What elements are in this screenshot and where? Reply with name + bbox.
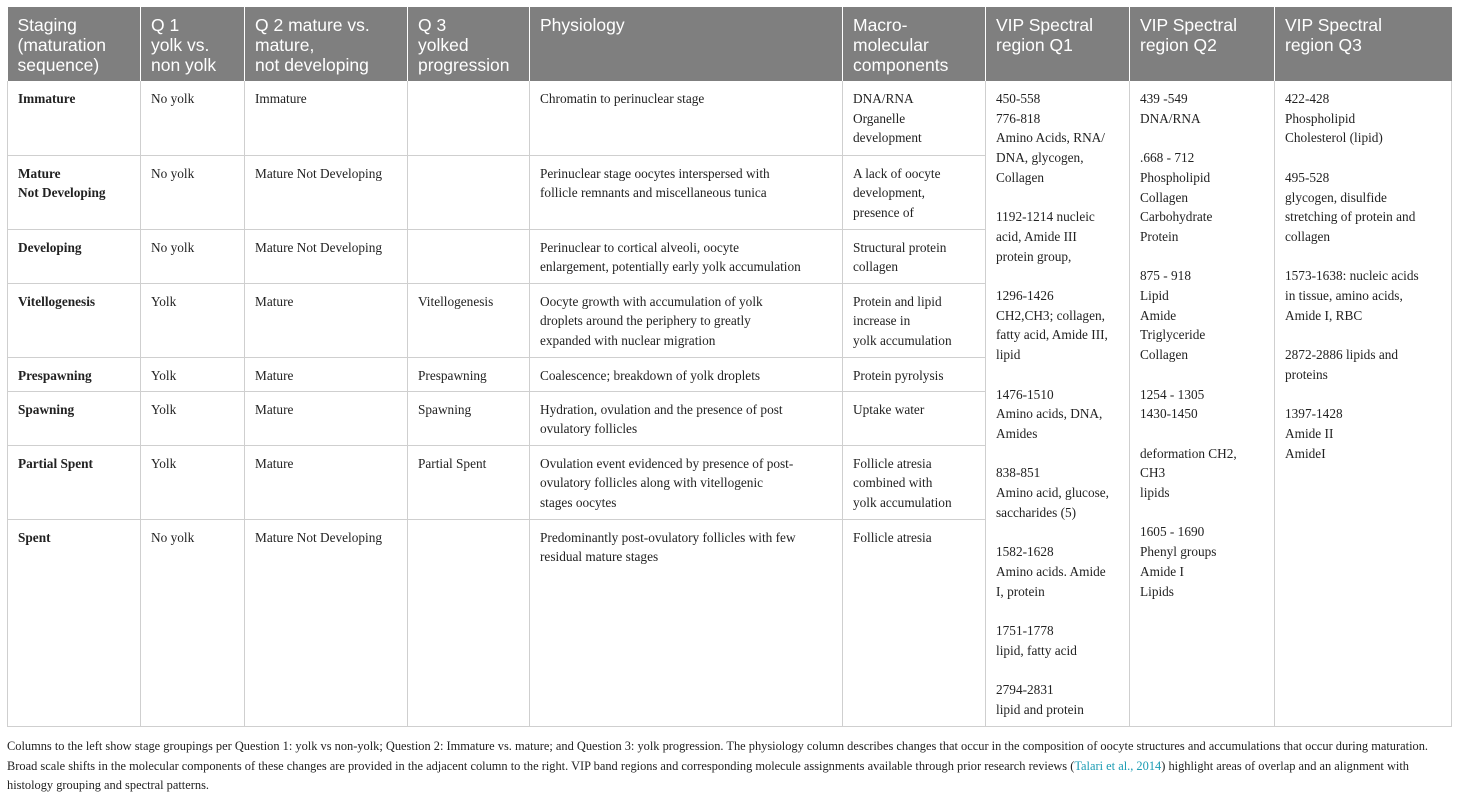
header-text: region Q2 bbox=[1140, 35, 1217, 55]
macro-cell bbox=[843, 357, 986, 391]
macro-cell-line: combined with bbox=[853, 475, 933, 491]
vip-q1-cell-line: 2794-2831 bbox=[996, 681, 1054, 697]
q1-cell: Yolk bbox=[141, 391, 245, 445]
header-text: progression bbox=[418, 55, 510, 75]
header-text: sequence) bbox=[17, 55, 100, 75]
vip-q2-cell-line: Phospholipid bbox=[1140, 169, 1211, 185]
vip-q2-cell-line: Amide bbox=[1140, 307, 1177, 323]
column-header-vip-q3 bbox=[1275, 7, 1452, 81]
macro-cell bbox=[843, 283, 986, 357]
column-header-q3 bbox=[408, 7, 530, 81]
header-text: VIP Spectral bbox=[1285, 15, 1382, 35]
vip-q1-cell-line: Amino acid, glucose, bbox=[996, 485, 1109, 500]
q1-cell: Yolk bbox=[141, 445, 245, 519]
vip-q1-cell-line: DNA, glycogen, bbox=[996, 150, 1084, 166]
macro-cell-line: presence of bbox=[853, 204, 914, 220]
macro-cell bbox=[843, 519, 986, 726]
vip-q1-cell-line bbox=[996, 522, 1119, 542]
citation-link[interactable]: Talari et al., 2014 bbox=[1074, 758, 1162, 773]
q3-cell bbox=[408, 81, 530, 155]
q3-cell bbox=[408, 519, 530, 726]
q1-cell: No yolk bbox=[141, 155, 245, 229]
vip-q2-cell-line: 439 -549 bbox=[1140, 91, 1188, 106]
physiology-cell-line: Predominantly post-ovulatory follicles with few bbox=[540, 529, 796, 545]
stage-cell-line: Spawning bbox=[18, 401, 75, 417]
vip-q3-cell-line: collagen bbox=[1285, 228, 1331, 244]
stage-cell-line: Mature bbox=[18, 165, 61, 181]
header-text: region Q1 bbox=[996, 35, 1073, 55]
macro-cell bbox=[843, 445, 986, 519]
header-text: Staging bbox=[17, 15, 77, 35]
stage-cell-line: Partial Spent bbox=[18, 455, 93, 471]
header-text: mature, bbox=[255, 35, 315, 55]
header-text: Q 1 bbox=[151, 15, 180, 35]
vip-q2-cell-line: 875 - 918 bbox=[1140, 268, 1191, 284]
macro-cell-line: yolk accumulation bbox=[853, 332, 952, 348]
vip-q1-cell-line: I, protein bbox=[996, 583, 1045, 599]
physiology-cell bbox=[530, 357, 843, 391]
vip-q1-cell-line: Amino Acids, RNA/ bbox=[996, 130, 1105, 146]
q3-cell: Prespawning bbox=[408, 357, 530, 391]
vip-q2-cell-line: Lipid bbox=[1140, 288, 1169, 303]
vip-q2-cell-line bbox=[1140, 365, 1264, 385]
vip-q3-cell-line: Cholesterol (lipid) bbox=[1285, 130, 1383, 146]
vip-q1-cell-line: 1582-1628 bbox=[996, 544, 1054, 560]
header-text: non yolk bbox=[151, 55, 217, 75]
vip-q3-cell-line: 422-428 bbox=[1285, 91, 1330, 106]
header-text: components bbox=[853, 55, 949, 75]
physiology-cell-line: Chromatin to perinuclear stage bbox=[540, 91, 705, 106]
header-text: Q 3 bbox=[418, 15, 447, 35]
header-text: not developing bbox=[255, 55, 369, 75]
physiology-cell-line: Perinuclear to cortical alveoli, oocyte bbox=[540, 239, 739, 255]
vip-q1-cell-line: saccharides (5) bbox=[996, 504, 1077, 520]
physiology-cell-line: expanded with nuclear migration bbox=[540, 332, 716, 348]
vip-q3-cell-line bbox=[1285, 325, 1441, 345]
macro-cell-line: collagen bbox=[853, 259, 899, 275]
header-text: yolk vs. bbox=[151, 35, 210, 55]
macro-cell-line: A lack of oocyte bbox=[853, 165, 941, 181]
physiology-cell-line: follicle remnants and miscellaneous tunica bbox=[540, 185, 767, 201]
stage-cell-line: Developing bbox=[18, 239, 82, 255]
q2-cell: Mature Not Developing bbox=[245, 229, 408, 283]
vip-q3-cell-line: Amide I, RBC bbox=[1285, 307, 1363, 323]
vip-q3-cell-line: stretching of protein and bbox=[1285, 209, 1416, 225]
column-header-q1 bbox=[141, 7, 245, 81]
vip-q1-cell-line: 1476-1510 bbox=[996, 386, 1054, 402]
caption-line-3: overlap and an alignment with histology grouping and spectral patterns. bbox=[7, 758, 1409, 792]
physiology-cell-line: Oocyte growth with accumulation of yolk bbox=[540, 293, 763, 309]
physiology-cell bbox=[530, 391, 843, 445]
macro-cell-line: Protein pyrolysis bbox=[853, 367, 944, 383]
caption-line-2: during maturation. Broad scale shifts in the molecular components of these changes are provided in the adjacent column to the right. VIP band regions and corresponding molecule assignments available through prior research reviews ( bbox=[7, 739, 1429, 773]
physiology-cell-line: Ovulation event evidenced by presence of post- bbox=[540, 455, 794, 471]
vip-q1-cell-line: 838-851 bbox=[996, 465, 1041, 481]
vip-q3-cell-line: glycogen, disulfide bbox=[1285, 189, 1387, 205]
vip-q1-cell-line: lipid bbox=[996, 347, 1021, 363]
stage-cell bbox=[8, 445, 141, 519]
stage-cell bbox=[8, 283, 141, 357]
stage-cell bbox=[8, 155, 141, 229]
vip-q3-cell-line bbox=[1285, 148, 1441, 168]
table-body bbox=[8, 81, 1452, 726]
header-text: (maturation bbox=[17, 35, 107, 55]
stage-cell bbox=[8, 229, 141, 283]
macro-cell-line: Structural protein bbox=[853, 239, 947, 255]
macro-cell bbox=[843, 81, 986, 155]
vip-q1-cell-line: 450-558 bbox=[996, 91, 1041, 106]
vip-q3-cell-line: 1573-1638: nucleic acids bbox=[1285, 268, 1419, 284]
q3-cell: Vitellogenesis bbox=[408, 283, 530, 357]
vip-q3-cell-line bbox=[1285, 247, 1441, 267]
macro-cell bbox=[843, 391, 986, 445]
physiology-cell-line: droplets around the periphery to greatly bbox=[540, 313, 751, 329]
vip-q2-cell-line: 1430-1450 bbox=[1140, 406, 1198, 422]
column-header-vip-q2 bbox=[1130, 7, 1275, 81]
stage-cell-line: Prespawning bbox=[18, 367, 92, 383]
vip-q2-cell bbox=[1130, 81, 1275, 726]
vip-q2-cell-line: lipids bbox=[1140, 485, 1170, 500]
macro-cell-line: Follicle atresia bbox=[853, 529, 932, 545]
vip-q2-cell-line: 1254 - 1305 bbox=[1140, 386, 1205, 402]
vip-q3-cell-line: Amide II bbox=[1285, 425, 1334, 441]
physiology-cell-line: enlargement, potentially early yolk accumulation bbox=[540, 259, 801, 275]
q2-cell: Mature bbox=[245, 391, 408, 445]
q1-cell: Yolk bbox=[141, 357, 245, 391]
column-header-q2 bbox=[245, 7, 408, 81]
column-header-macro bbox=[843, 7, 986, 81]
physiology-cell-line: ovulatory follicles bbox=[540, 421, 638, 437]
q1-cell: No yolk bbox=[141, 81, 245, 155]
stage-cell bbox=[8, 357, 141, 391]
vip-q3-cell-line: 495-528 bbox=[1285, 169, 1330, 185]
physiology-cell-line: ovulatory follicles along with vitellogenic bbox=[540, 475, 764, 491]
q3-cell bbox=[408, 155, 530, 229]
physiology-cell bbox=[530, 283, 843, 357]
column-header-staging bbox=[8, 7, 141, 81]
vip-q1-cell-line bbox=[996, 365, 1119, 385]
macro-cell-line: Organelle bbox=[853, 110, 906, 126]
vip-q2-cell-line: Collagen bbox=[1140, 347, 1189, 363]
vip-q3-cell-line: Phospholipid bbox=[1285, 110, 1356, 126]
caption-line-1: Columns to the left show stage groupings per Question 1: yolk vs non-yolk; Question 2: Immature vs. mature; and Question 3: yolk progression. The physiology column describes changes that occur in the composition of oocyte structures and accumulations that occur bbox=[7, 739, 1333, 753]
header-text: VIP Spectral bbox=[1140, 15, 1237, 35]
vip-q2-cell-line: .668 - 712 bbox=[1140, 150, 1195, 166]
vip-q1-cell-line: 1296-1426 bbox=[996, 288, 1054, 303]
q3-cell: Spawning bbox=[408, 391, 530, 445]
vip-q1-cell-line: acid, Amide III bbox=[996, 228, 1077, 244]
vip-q2-cell-line: Triglyceride bbox=[1140, 327, 1206, 343]
vip-q2-cell-line: CH3 bbox=[1140, 465, 1166, 481]
column-header-physiology bbox=[530, 7, 843, 81]
vip-q3-cell-line: 2872-2886 lipids and bbox=[1285, 347, 1399, 363]
vip-q2-cell-line: DNA/RNA bbox=[1140, 110, 1201, 126]
header-text: Physiology bbox=[540, 15, 625, 35]
header-text: Macro- bbox=[853, 15, 908, 35]
header-text: yolked bbox=[418, 35, 469, 55]
q2-cell: Mature bbox=[245, 283, 408, 357]
q2-cell: Mature Not Developing bbox=[245, 155, 408, 229]
q2-cell: Mature bbox=[245, 357, 408, 391]
macro-cell-line: development, bbox=[853, 185, 926, 201]
vip-q2-cell-line: Carbohydrate bbox=[1140, 209, 1213, 225]
stage-cell-line: Not Developing bbox=[18, 185, 106, 201]
physiology-cell-line: Perinuclear stage oocytes interspersed with bbox=[540, 165, 770, 181]
header-text: region Q3 bbox=[1285, 35, 1362, 55]
header-text: VIP Spectral bbox=[996, 15, 1093, 35]
physiology-cell bbox=[530, 229, 843, 283]
vip-q2-cell-line bbox=[1140, 424, 1264, 444]
q1-cell: No yolk bbox=[141, 229, 245, 283]
vip-q1-cell-line: Amides bbox=[996, 425, 1038, 441]
vip-q1-cell-line: lipid, fatty acid bbox=[996, 642, 1077, 658]
vip-q2-cell-line bbox=[1140, 503, 1264, 523]
macro-cell-line: Follicle atresia bbox=[853, 455, 932, 471]
vip-q1-cell-line: lipid and protein bbox=[996, 701, 1084, 717]
vip-q1-cell-line bbox=[996, 601, 1119, 621]
vip-q3-cell bbox=[1275, 81, 1452, 726]
physiology-cell-line: Hydration, ovulation and the presence of post bbox=[540, 401, 783, 417]
stage-cell bbox=[8, 391, 141, 445]
vip-q3-cell-line: AmideI bbox=[1285, 445, 1326, 461]
vip-q1-cell-line: 1192-1214 nucleic bbox=[996, 209, 1095, 225]
stage-cell bbox=[8, 519, 141, 726]
physiology-cell bbox=[530, 519, 843, 726]
vip-q2-cell-line bbox=[1140, 247, 1264, 267]
vip-q2-cell-line: Phenyl groups bbox=[1140, 544, 1217, 560]
vip-q2-cell-line: 1605 - 1690 bbox=[1140, 524, 1205, 540]
table-caption bbox=[7, 737, 1451, 796]
stage-cell-line: Vitellogenesis bbox=[18, 293, 96, 309]
header-row bbox=[8, 7, 1452, 81]
physiology-cell bbox=[530, 155, 843, 229]
vip-q3-cell-line: in tissue, amino acids, bbox=[1285, 288, 1403, 303]
stage-cell-line: Immature bbox=[18, 91, 76, 106]
macro-cell-line: Protein and lipid bbox=[853, 293, 942, 309]
vip-q2-cell-line: Collagen bbox=[1140, 189, 1189, 205]
vip-q1-cell-line: CH2,CH3; collagen, bbox=[996, 307, 1105, 323]
physiology-cell bbox=[530, 445, 843, 519]
vip-q1-cell-line: Collagen bbox=[996, 169, 1045, 185]
q2-cell: Immature bbox=[245, 81, 408, 155]
header-text: Q 2 mature vs. bbox=[255, 15, 370, 35]
macro-cell-line: Uptake water bbox=[853, 401, 925, 417]
stage-cell-line: Spent bbox=[18, 529, 51, 545]
macro-cell-line: increase in bbox=[853, 313, 911, 329]
vip-q3-cell-line: 1397-1428 bbox=[1285, 406, 1343, 422]
vip-q2-cell-line: Lipids bbox=[1140, 583, 1174, 599]
q1-cell: Yolk bbox=[141, 283, 245, 357]
vip-q1-cell-line bbox=[996, 188, 1119, 208]
physiology-cell-line: stages oocytes bbox=[540, 494, 617, 510]
table-row bbox=[8, 81, 1452, 155]
vip-q1-cell-line: fatty acid, Amide III, bbox=[996, 327, 1108, 343]
vip-q1-cell-line bbox=[996, 444, 1119, 464]
header-text: molecular bbox=[853, 35, 929, 55]
vip-q1-cell-line: Amino acids, DNA, bbox=[996, 406, 1103, 422]
physiology-cell-line: Coalescence; breakdown of yolk droplets bbox=[540, 367, 761, 383]
q2-cell: Mature Not Developing bbox=[245, 519, 408, 726]
vip-q1-cell-line: 776-818 bbox=[996, 110, 1041, 126]
vip-q3-cell-line: proteins bbox=[1285, 366, 1328, 382]
macro-cell bbox=[843, 155, 986, 229]
vip-q1-cell-line bbox=[996, 266, 1119, 286]
vip-q1-cell bbox=[986, 81, 1130, 726]
physiology-cell-line: residual mature stages bbox=[540, 549, 659, 565]
caption-line-2-end: ) highlight areas of bbox=[1161, 758, 1256, 773]
table-container bbox=[7, 7, 1451, 727]
physiology-cell bbox=[530, 81, 843, 155]
q3-cell: Partial Spent bbox=[408, 445, 530, 519]
vip-q1-cell-line bbox=[996, 660, 1119, 680]
vip-q2-cell-line bbox=[1140, 128, 1264, 148]
vip-q2-cell-line: deformation CH2, bbox=[1140, 445, 1237, 461]
vip-q2-cell-line: Protein bbox=[1140, 228, 1179, 244]
macro-cell bbox=[843, 229, 986, 283]
column-header-vip-q1 bbox=[986, 7, 1130, 81]
vip-q2-cell-line: Amide I bbox=[1140, 563, 1184, 579]
q3-cell bbox=[408, 229, 530, 283]
vip-q1-cell-line: Amino acids. Amide bbox=[996, 563, 1106, 579]
macro-cell-line: DNA/RNA bbox=[853, 91, 914, 106]
vip-q1-cell-line: 1751-1778 bbox=[996, 622, 1054, 638]
vip-q3-cell-line bbox=[1285, 385, 1441, 405]
q1-cell: No yolk bbox=[141, 519, 245, 726]
maturation-table bbox=[7, 7, 1452, 727]
macro-cell-line: yolk accumulation bbox=[853, 494, 952, 510]
q2-cell: Mature bbox=[245, 445, 408, 519]
macro-cell-line: development bbox=[853, 130, 922, 146]
vip-q1-cell-line: protein group, bbox=[996, 248, 1072, 264]
stage-cell bbox=[8, 81, 141, 155]
